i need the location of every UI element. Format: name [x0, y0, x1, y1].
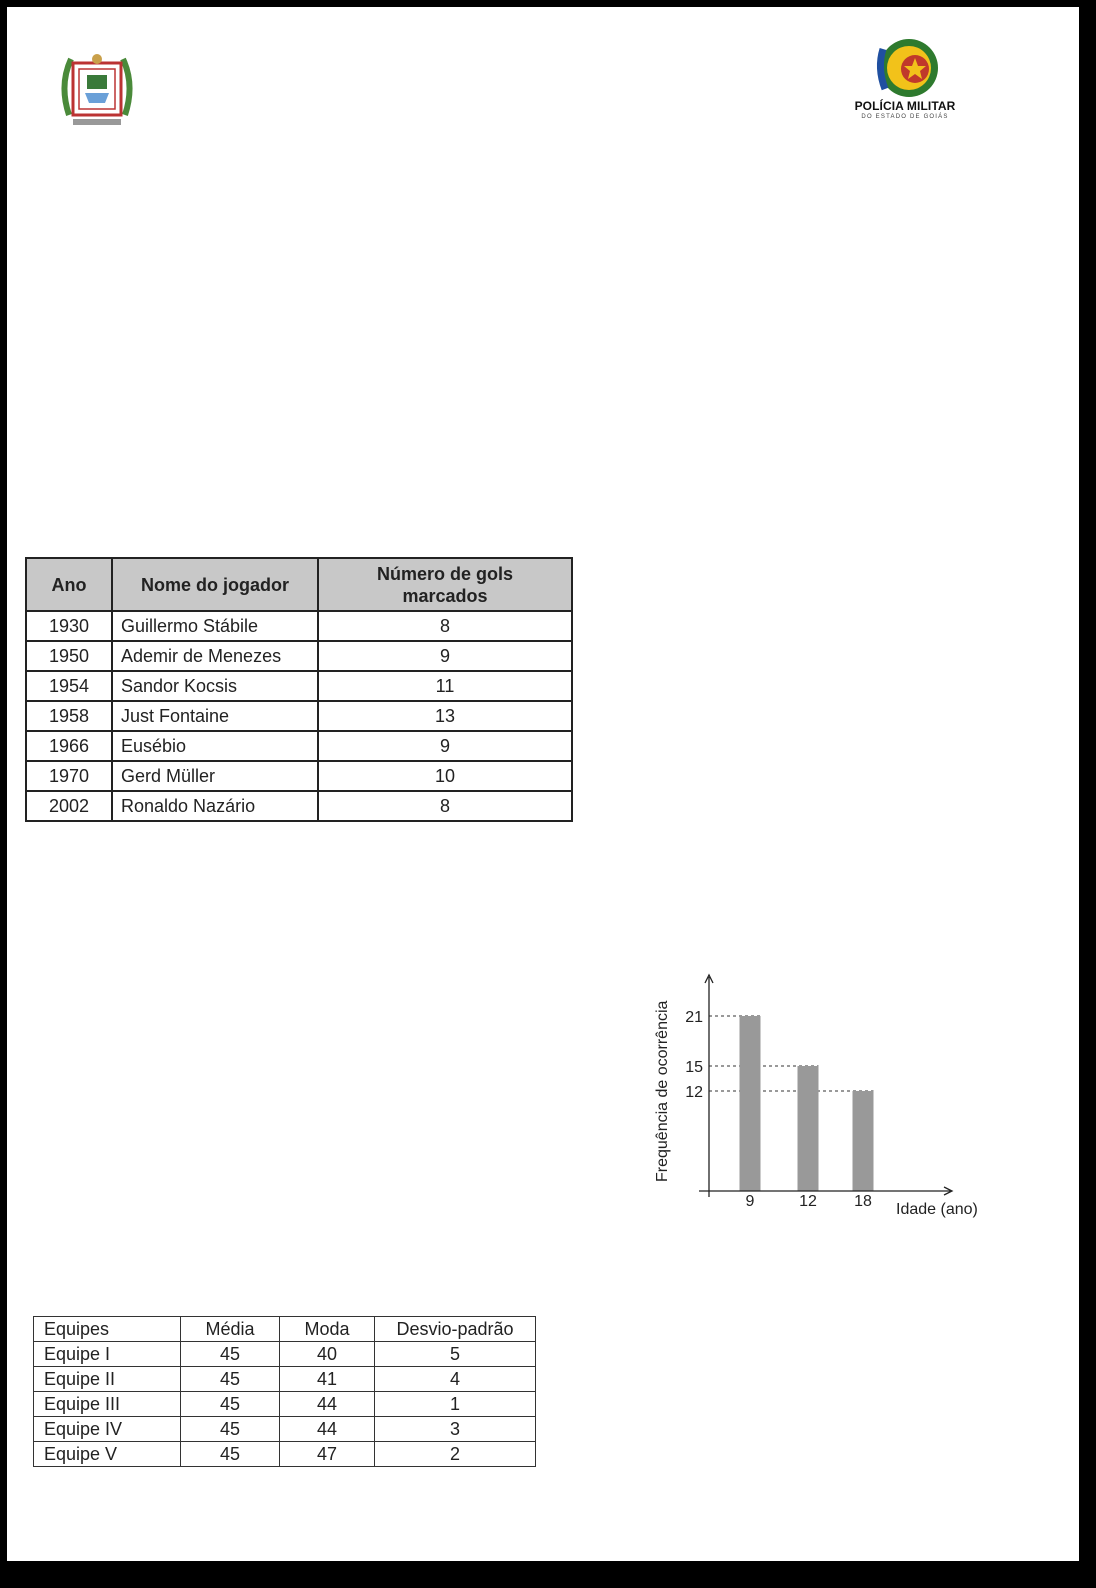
table-row: [26, 641, 572, 671]
cell-desvio: 4: [375, 1367, 536, 1392]
cell-gols: 11: [318, 671, 572, 701]
cell-moda: 47: [280, 1442, 375, 1467]
table-row: [26, 761, 572, 791]
pm-shield-icon: [847, 37, 963, 99]
chart-guides: [709, 1016, 874, 1091]
cell-media: 45: [181, 1342, 280, 1367]
age-frequency-chart: [639, 962, 1029, 1232]
cell-ano: 2002: [26, 791, 112, 821]
y-tick-label: 21: [685, 1009, 703, 1026]
y-tick-label: 15: [685, 1059, 703, 1076]
bar-12: [798, 1066, 819, 1191]
cell-equipe: Equipe IV: [34, 1417, 181, 1442]
pm-logo-subtext: DO ESTADO DE GOIÁS: [861, 114, 949, 120]
cell-media: 45: [181, 1367, 280, 1392]
cell-gols: 8: [318, 791, 572, 821]
cell-ano: 1970: [26, 761, 112, 791]
table-row: [26, 701, 572, 731]
cell-gols: 8: [318, 611, 572, 641]
cell-gols: 9: [318, 641, 572, 671]
cell-nome: Sandor Kocsis: [112, 671, 318, 701]
cell-nome: Guillermo Stábile: [112, 611, 318, 641]
cell-nome: Eusébio: [112, 731, 318, 761]
bar-9: [740, 1016, 761, 1191]
cell-moda: 41: [280, 1367, 375, 1392]
table-row: [34, 1417, 536, 1442]
x-tick-labels: [746, 1193, 872, 1210]
header-desvio: Desvio-padrão: [375, 1317, 536, 1342]
header-nome: Nome do jogador: [112, 558, 318, 611]
table-row: [26, 611, 572, 641]
cell-gols: 10: [318, 761, 572, 791]
table-row: [26, 671, 572, 701]
y-axis-label: Frequência de ocorrência: [654, 1000, 671, 1182]
table-row: [26, 731, 572, 761]
cell-moda: 44: [280, 1392, 375, 1417]
cell-media: 45: [181, 1417, 280, 1442]
cell-desvio: 2: [375, 1442, 536, 1467]
header-media: Média: [181, 1317, 280, 1342]
cell-nome: Just Fontaine: [112, 701, 318, 731]
cell-moda: 40: [280, 1342, 375, 1367]
cell-gols: 9: [318, 731, 572, 761]
table-header-row: [26, 558, 572, 611]
header-ano: Ano: [26, 558, 112, 611]
header-moda: Moda: [280, 1317, 375, 1342]
table-header-row: [34, 1317, 536, 1342]
table-row: [34, 1442, 536, 1467]
bar-18: [853, 1091, 874, 1191]
goals-table: [25, 557, 573, 822]
pm-logo-text: POLÍCIA MILITAR: [854, 99, 956, 113]
cell-ano: 1930: [26, 611, 112, 641]
cell-nome: Ademir de Menezes: [112, 641, 318, 671]
school-seal-logo: [57, 45, 137, 129]
teams-table: [33, 1316, 536, 1467]
cell-desvio: 1: [375, 1392, 536, 1417]
cell-ano: 1958: [26, 701, 112, 731]
cell-media: 45: [181, 1442, 280, 1467]
cell-ano: 1966: [26, 731, 112, 761]
chart-bars: [740, 1016, 874, 1191]
policia-militar-logo: [847, 37, 963, 123]
cell-ano: 1950: [26, 641, 112, 671]
cell-nome: Gerd Müller: [112, 761, 318, 791]
cell-media: 45: [181, 1392, 280, 1417]
table-row: [34, 1392, 536, 1417]
x-axis-label: Idade (ano): [896, 1201, 978, 1218]
table-row: [34, 1342, 536, 1367]
cell-equipe: Equipe III: [34, 1392, 181, 1417]
table-row: [34, 1367, 536, 1392]
cell-gols: 13: [318, 701, 572, 731]
y-tick-label: 12: [685, 1084, 703, 1101]
y-tick-labels: [685, 1009, 703, 1101]
cell-equipe: Equipe I: [34, 1342, 181, 1367]
cell-equipe: Equipe II: [34, 1367, 181, 1392]
x-tick-label: 9: [745, 1193, 755, 1210]
cell-nome: Ronaldo Nazário: [112, 791, 318, 821]
cell-moda: 44: [280, 1417, 375, 1442]
header-equipes: Equipes: [34, 1317, 181, 1342]
cell-desvio: 5: [375, 1342, 536, 1367]
cell-ano: 1954: [26, 671, 112, 701]
x-tick-label: 18: [854, 1193, 872, 1210]
x-tick-label: 12: [799, 1193, 817, 1210]
exam-page: [7, 7, 1079, 1561]
header-gols: Número de gols marcados: [318, 558, 572, 611]
cell-desvio: 3: [375, 1417, 536, 1442]
cell-equipe: Equipe V: [34, 1442, 181, 1467]
table-row: [26, 791, 572, 821]
